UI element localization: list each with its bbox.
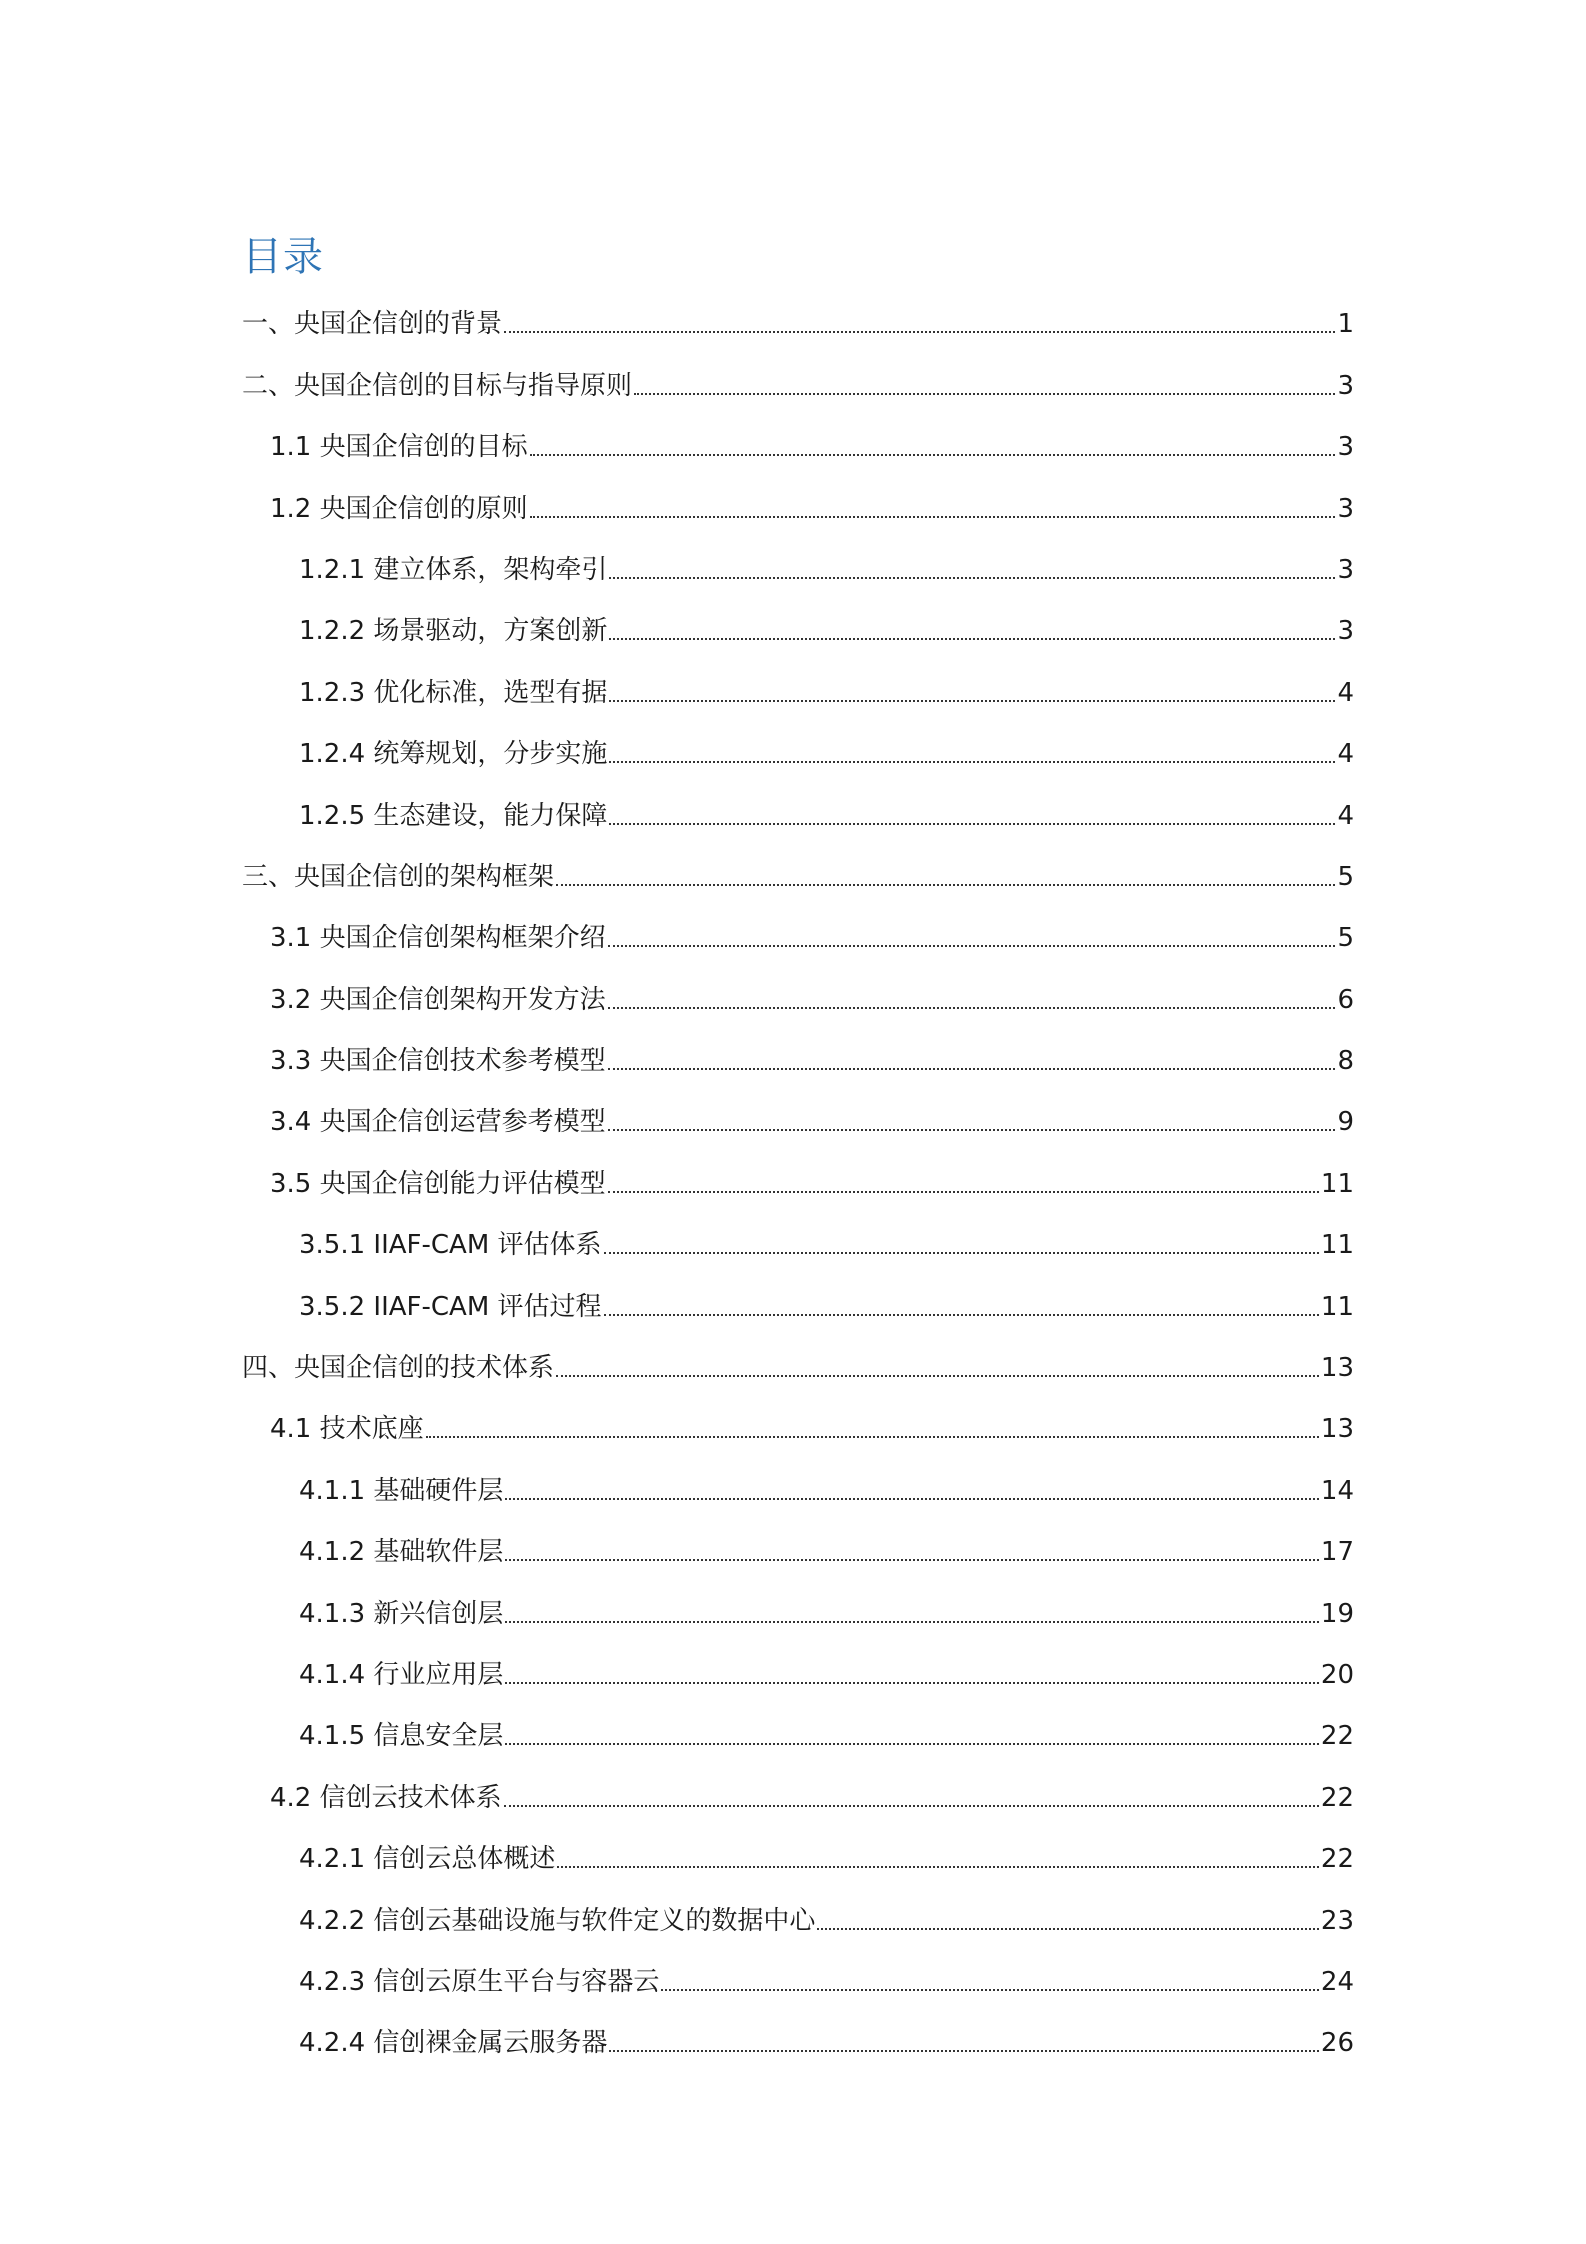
toc-entry-page-number: 13	[1320, 1353, 1354, 1384]
toc-entry-page-number: 23	[1320, 1905, 1354, 1936]
toc-entry-title: 1.2 央国企信创的原则	[270, 493, 528, 524]
toc-entry[interactable]	[242, 648, 1354, 709]
toc-entry-page-number: 4	[1337, 800, 1354, 831]
dot-leader	[661, 1989, 1318, 1991]
dot-leader	[505, 1621, 1318, 1623]
toc-entry-page-number: 22	[1320, 1844, 1354, 1875]
toc-entry-page-number: 17	[1320, 1537, 1354, 1568]
toc-entry[interactable]	[242, 1569, 1354, 1630]
dot-leader	[556, 1375, 1319, 1377]
dot-leader	[557, 1866, 1318, 1868]
dot-leader	[609, 577, 1335, 579]
toc-entry[interactable]	[242, 1139, 1354, 1200]
toc-entry-page-number: 11	[1320, 1230, 1354, 1261]
toc-entry-title: 4.2.3 信创云原生平台与容器云	[299, 1966, 660, 1997]
toc-title: 目录	[242, 233, 324, 280]
toc-entry-page-number: 22	[1320, 1721, 1354, 1752]
dot-leader	[530, 516, 1336, 518]
dot-leader	[505, 1498, 1318, 1500]
dot-leader	[505, 1682, 1318, 1684]
dot-leader	[608, 1129, 1336, 1131]
toc-entry-title: 1.2.5 生态建设，能力保障	[299, 800, 608, 831]
toc-entry-page-number: 4	[1337, 739, 1354, 770]
toc-entry-title: 一、央国企信创的背景	[242, 309, 503, 340]
toc-entry-title: 3.5.2 IIAF-CAM 评估过程	[299, 1291, 602, 1322]
toc-entry-page-number: 3	[1337, 370, 1354, 401]
toc-entry-title: 二、央国企信创的目标与指导原则	[242, 370, 633, 401]
dot-leader	[609, 638, 1335, 640]
dot-leader	[504, 331, 1335, 333]
toc-entry-page-number: 4	[1337, 677, 1354, 708]
toc-entry-page-number: 11	[1320, 1168, 1354, 1199]
toc-entry[interactable]	[242, 894, 1354, 955]
toc-entry-title: 3.5 央国企信创能力评估模型	[270, 1168, 606, 1199]
toc-list	[242, 280, 1354, 2060]
dot-leader	[609, 700, 1335, 702]
toc-entry[interactable]	[242, 341, 1354, 402]
toc-entry[interactable]	[242, 1631, 1354, 1692]
toc-entry-title: 1.2.3 优化标准，选型有据	[299, 677, 608, 708]
dot-leader	[608, 1007, 1336, 1009]
toc-entry-page-number: 20	[1320, 1659, 1354, 1690]
toc-entry-title: 4.2.1 信创云总体概述	[299, 1844, 556, 1875]
dot-leader	[505, 1559, 1318, 1561]
toc-entry[interactable]	[242, 403, 1354, 464]
dot-leader	[608, 1068, 1336, 1070]
toc-entry[interactable]	[242, 1078, 1354, 1139]
toc-entry[interactable]	[242, 1201, 1354, 1262]
toc-entry-title: 1.2.2 场景驱动，方案创新	[299, 616, 608, 647]
dot-leader	[504, 1805, 1319, 1807]
dot-leader	[609, 761, 1335, 763]
toc-entry-title: 4.1 技术底座	[270, 1414, 424, 1445]
toc-entry-page-number: 22	[1320, 1782, 1354, 1813]
toc-entry[interactable]	[242, 955, 1354, 1016]
dot-leader	[604, 1252, 1319, 1254]
toc-entry-page-number: 13	[1320, 1414, 1354, 1445]
toc-entry[interactable]	[242, 1262, 1354, 1323]
dot-leader	[505, 1743, 1318, 1745]
toc-entry[interactable]	[242, 1876, 1354, 1937]
toc-entry[interactable]	[242, 587, 1354, 648]
toc-entry[interactable]	[242, 1815, 1354, 1876]
toc-entry-title: 1.2.1 建立体系，架构牵引	[299, 554, 608, 585]
toc-entry[interactable]	[242, 1753, 1354, 1814]
toc-entry-title: 三、央国企信创的架构框架	[242, 861, 555, 892]
toc-entry-page-number: 5	[1337, 861, 1354, 892]
toc-entry-title: 1.1 央国企信创的目标	[270, 432, 528, 463]
toc-entry[interactable]	[242, 833, 1354, 894]
toc-entry-title: 3.2 央国企信创架构开发方法	[270, 984, 606, 1015]
toc-entry-page-number: 3	[1337, 616, 1354, 647]
toc-entry-page-number: 3	[1337, 554, 1354, 585]
toc-entry-page-number: 5	[1337, 923, 1354, 954]
toc-entry-page-number: 14	[1320, 1475, 1354, 1506]
toc-entry[interactable]	[242, 1938, 1354, 1999]
toc-entry[interactable]	[242, 464, 1354, 525]
toc-entry-title: 4.1.3 新兴信创层	[299, 1598, 504, 1629]
toc-entry[interactable]	[242, 771, 1354, 832]
toc-entry-title: 3.3 央国企信创技术参考模型	[270, 1046, 606, 1077]
toc-entry-page-number: 3	[1337, 432, 1354, 463]
dot-leader	[609, 823, 1335, 825]
toc-entry[interactable]	[242, 1385, 1354, 1446]
toc-entry-title: 四、央国企信创的技术体系	[242, 1353, 555, 1384]
toc-entry[interactable]	[242, 710, 1354, 771]
toc-entry-page-number: 1	[1337, 309, 1354, 340]
toc-entry-title: 3.1 央国企信创架构框架介绍	[270, 923, 606, 954]
toc-entry-title: 4.2 信创云技术体系	[270, 1782, 502, 1813]
toc-entry-title: 4.1.4 行业应用层	[299, 1659, 504, 1690]
toc-entry-page-number: 24	[1320, 1966, 1354, 1997]
toc-entry[interactable]	[242, 1692, 1354, 1753]
dot-leader	[608, 945, 1336, 947]
toc-entry-page-number: 9	[1337, 1107, 1354, 1138]
toc-entry-page-number: 19	[1320, 1598, 1354, 1629]
toc-entry-title: 4.2.2 信创云基础设施与软件定义的数据中心	[299, 1905, 816, 1936]
dot-leader	[634, 393, 1335, 395]
dot-leader	[609, 2050, 1318, 2052]
toc-entry-title: 4.1.2 基础软件层	[299, 1537, 504, 1568]
dot-leader	[530, 454, 1336, 456]
toc-entry-page-number: 11	[1320, 1291, 1354, 1322]
toc-entry-title: 3.4 央国企信创运营参考模型	[270, 1107, 606, 1138]
toc-entry[interactable]	[242, 280, 1354, 341]
toc-entry[interactable]	[242, 526, 1354, 587]
toc-entry-title: 4.1.1 基础硬件层	[299, 1475, 504, 1506]
dot-leader	[604, 1314, 1319, 1316]
toc-entry[interactable]	[242, 1999, 1354, 2060]
toc-entry-page-number: 6	[1337, 984, 1354, 1015]
toc-entry-page-number: 8	[1337, 1046, 1354, 1077]
toc-entry-title: 4.1.5 信息安全层	[299, 1721, 504, 1752]
toc-entry-page-number: 26	[1320, 2028, 1354, 2059]
toc-entry[interactable]	[242, 1017, 1354, 1078]
dot-leader	[426, 1436, 1319, 1438]
dot-leader	[556, 884, 1335, 886]
toc-entry-page-number: 3	[1337, 493, 1354, 524]
toc-entry[interactable]	[242, 1324, 1354, 1385]
toc-entry-title: 4.2.4 信创裸金属云服务器	[299, 2028, 608, 2059]
toc-entry[interactable]	[242, 1446, 1354, 1507]
toc-entry[interactable]	[242, 1508, 1354, 1569]
toc-entry-title: 3.5.1 IIAF-CAM 评估体系	[299, 1230, 602, 1261]
dot-leader	[817, 1928, 1318, 1930]
dot-leader	[608, 1191, 1319, 1193]
toc-entry-title: 1.2.4 统筹规划，分步实施	[299, 739, 608, 770]
